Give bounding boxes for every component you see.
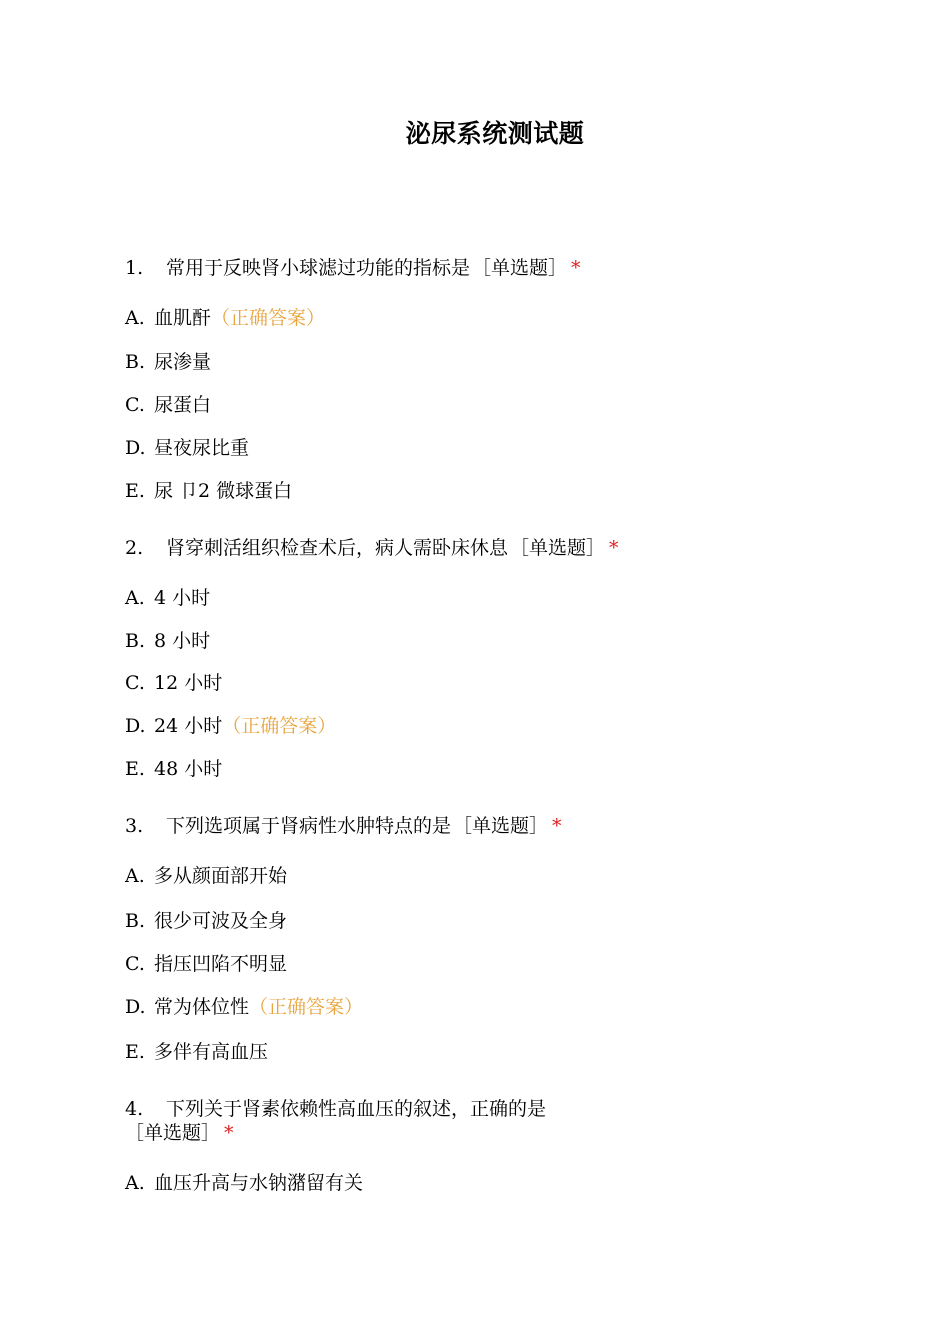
option-letter: D. [125, 437, 146, 459]
question-2-stem [125, 536, 645, 560]
q1-option-d [125, 436, 645, 460]
q2-option-a [125, 586, 645, 610]
q4-option-a [125, 1171, 645, 1195]
option-text: 常为体位性 [154, 996, 250, 1018]
option-text: 8 小时 [154, 630, 211, 652]
q2-option-b [125, 629, 645, 653]
q3-option-c [125, 952, 645, 976]
question-number: 1. [125, 257, 144, 279]
question-text: 下列关于肾素依赖性高血压的叙述，正确的是 [166, 1098, 547, 1120]
question-number: 4. [125, 1098, 144, 1120]
option-letter: B. [125, 630, 146, 652]
question-1-stem [125, 256, 645, 280]
option-letter: A. [125, 865, 145, 887]
question-type: ［单选题］ [472, 257, 568, 279]
option-letter: C. [125, 953, 145, 975]
question-text: 肾穿刺活组织检查术后，病人需卧床休息 [166, 537, 509, 559]
option-text: 24 小时 [154, 715, 223, 737]
question-type: ［单选题］ [510, 537, 606, 559]
option-letter: E. [125, 758, 145, 780]
question-text: 常用于反映肾小球滤过功能的指标是 [166, 257, 471, 279]
option-text: 指压凹陷不明显 [154, 953, 288, 975]
correct-answer-tag: （正确答案） [222, 715, 337, 737]
option-text: 尿蛋白 [154, 394, 212, 416]
option-text: 昼夜尿比重 [154, 437, 250, 459]
option-letter: C. [125, 394, 145, 416]
option-text: 尿 卩2 微球蛋白 [154, 480, 293, 502]
question-number: 2. [125, 537, 144, 559]
option-text: 血肌酐 [154, 307, 212, 329]
option-text: 尿渗量 [154, 351, 212, 373]
option-letter: E. [125, 480, 145, 502]
q3-option-a [125, 864, 645, 888]
q1-option-a [125, 306, 645, 330]
question-text: 下列选项属于肾病性水肿特点的是 [166, 815, 452, 837]
q3-option-e [125, 1040, 645, 1064]
q1-option-b [125, 350, 645, 374]
option-letter: D. [125, 996, 146, 1018]
q2-option-d [125, 714, 645, 738]
q1-option-c [125, 393, 645, 417]
question-number: 3. [125, 815, 144, 837]
q3-option-b [125, 909, 645, 933]
document-title: 泌尿系统测试题 [405, 119, 585, 148]
question-3-stem [125, 814, 645, 838]
option-text: 血压升高与水钠潴留有关 [154, 1172, 364, 1194]
required-mark: * [552, 815, 562, 837]
required-mark: * [571, 257, 581, 279]
option-letter: D. [125, 715, 146, 737]
correct-answer-tag: （正确答案） [211, 307, 326, 329]
question-type: ［单选题］ [125, 1122, 221, 1144]
option-text: 48 小时 [154, 758, 223, 780]
option-letter: A. [125, 587, 145, 609]
option-letter: C. [125, 672, 145, 694]
required-mark: * [224, 1122, 234, 1144]
option-text: 4 小时 [154, 587, 211, 609]
q2-option-c [125, 671, 645, 695]
required-mark: * [609, 537, 619, 559]
option-letter: B. [125, 351, 146, 373]
correct-answer-tag: （正确答案） [249, 996, 364, 1018]
option-letter: A. [125, 1172, 145, 1194]
option-text: 多从颜面部开始 [154, 865, 288, 887]
option-text: 很少可波及全身 [154, 910, 288, 932]
q1-option-e [125, 479, 645, 503]
option-letter: A. [125, 307, 145, 329]
option-letter: B. [125, 910, 146, 932]
question-type: ［单选题］ [453, 815, 549, 837]
option-text: 多伴有高血压 [154, 1041, 269, 1063]
option-letter: E. [125, 1041, 145, 1063]
q3-option-d [125, 995, 645, 1019]
q2-option-e [125, 757, 645, 781]
option-text: 12 小时 [154, 672, 223, 694]
question-4-stem [125, 1097, 637, 1145]
